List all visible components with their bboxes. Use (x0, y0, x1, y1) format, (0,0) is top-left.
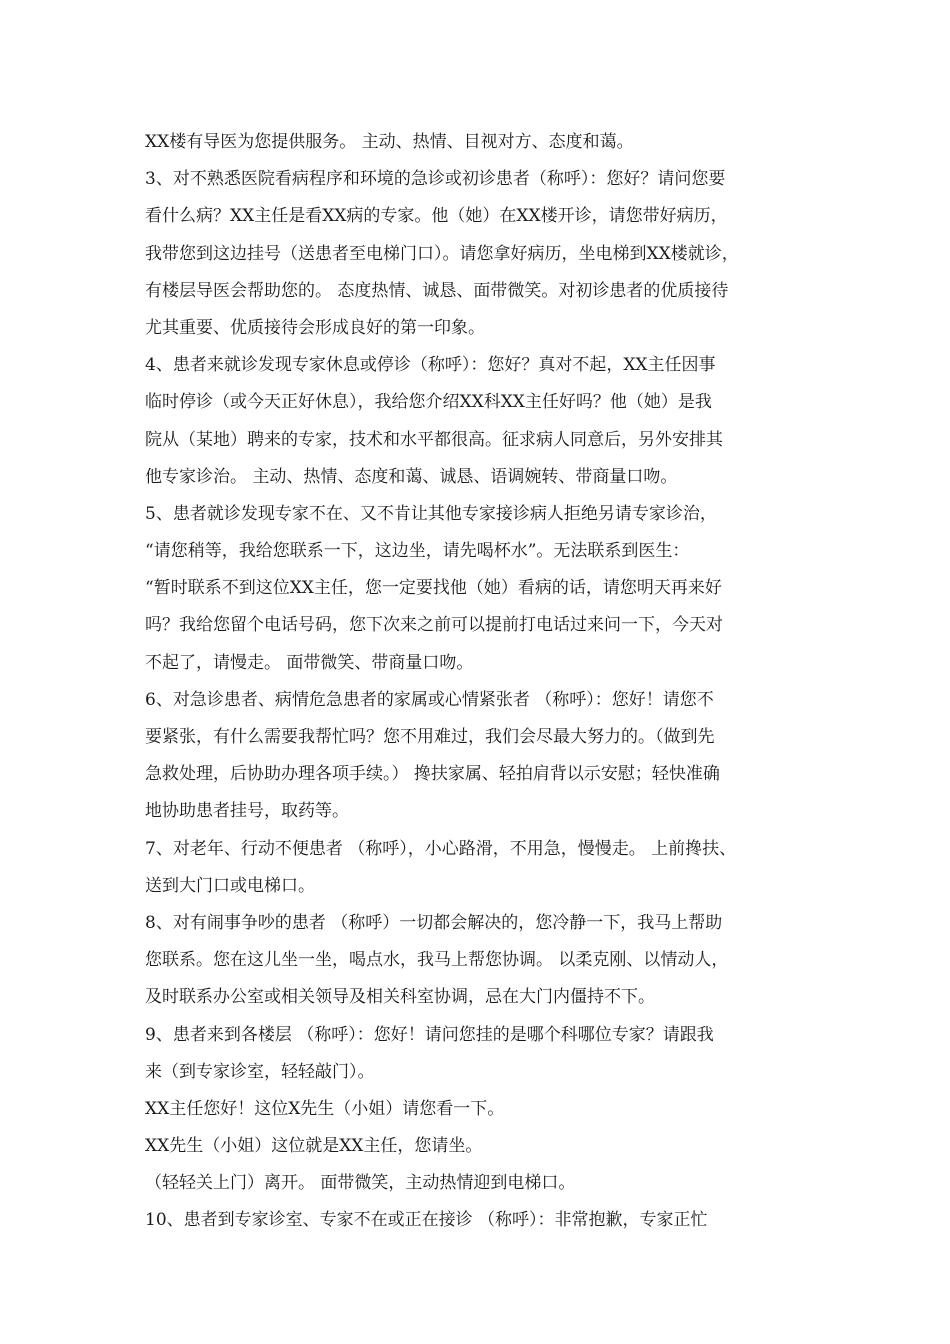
text-line: “暂时联系不到这位XX主任，您一定要找他（她）看病的话，请您明天再来好 (145, 578, 722, 599)
text-line: 送到大门口或电梯口。 (145, 875, 315, 896)
text-line: XX先生（小姐）这位就是XX主任，您请坐。 (145, 1136, 483, 1157)
text-line: 9、患者来到各楼层 （称呼）：您好！请问您挂的是哪个科哪位专家？请跟我 (145, 1024, 714, 1045)
text-line: （轻轻关上门）离开。 面带微笑，主动热情迎到电梯口。 (145, 1173, 576, 1194)
text-line: 及时联系办公室或相关领导及相关科室协调，忌在大门内僵持不下。 (145, 987, 655, 1008)
text-line: 地协助患者挂号，取药等。 (145, 801, 349, 822)
text-line: 8、对有闹事争吵的患者 （称呼）一切都会解决的，您冷静一下，我马上帮助 (145, 912, 723, 933)
text-line: 要紧张，有什么需要我帮忙吗？您不用难过，我们会尽最大努力的。（做到先 (145, 727, 715, 747)
text-line: 我带您到这边挂号（送患者至电梯门口）。请您拿好病历，坐电梯到XX楼就诊， (145, 243, 739, 264)
text-line: 有楼层导医会帮助您的。 态度热情、诚恳、面带微笑。对初诊患者的优质接待 (145, 280, 729, 301)
text-line: 院从（某地）聘来的专家，技术和水平都很高。征求病人同意后，另外安排其 (145, 429, 723, 450)
document-body (145, 124, 825, 1240)
text-line: 来（到专家诊室，轻轻敲门）。 (145, 1061, 375, 1082)
text-line: 您联系。您在这儿坐一坐，喝点水，我马上帮您协调。 以柔克刚、以情动人， (145, 950, 729, 971)
text-line: “请您稍等，我给您联系一下，这边坐，请先喝杯水”。无法联系到医生： (145, 541, 690, 562)
text-line: 吗？我给您留个电话号码，您下次来之前可以提前打电话过来问一下，今天对 (145, 615, 723, 636)
text-line: XX楼有导医为您提供服务。 主动、热情、目视对方、态度和蔼。 (145, 132, 634, 152)
text-line: 5、患者就诊发现专家不在、又不肯让其他专家接诊病人拒绝另请专家诊治， (145, 503, 717, 524)
text-line: 临时停诊（或今天正好休息），我给您介绍XX科XX主任好吗？他（她）是我 (145, 392, 712, 413)
text-line: 尤其重要、优质接待会形成良好的第一印象。 (145, 317, 485, 338)
text-line: 不起了，请慢走。 面带微笑、带商量口吻。 (145, 652, 474, 673)
text-line: 急救处理，后协助办理各项手续。） 搀扶家属、轻拍肩背以示安慰；轻快准确 (145, 764, 720, 785)
text-line: 7、对老年、行动不便患者 （称呼），小心路滑，不用急，慢慢走。 上前搀扶、 (145, 838, 737, 859)
text-line: 3、对不熟悉医院看病程序和环境的急诊或初诊患者（称呼）：您好？请问您要 (145, 169, 726, 190)
text-line: 6、对急诊患者、病情危急患者的家属或心情紧张者 （称呼）：您好！请您不 (145, 689, 714, 710)
text-line: XX主任您好！这位X先生（小姐）请您看一下。 (145, 1098, 505, 1119)
text-line: 看什么病？XX主任是看XX病的专家。他（她）在XX楼开诊，请您带好病历， (145, 206, 728, 227)
text-line: 10、患者到专家诊室、专家不在或正在接诊 （称呼）：非常抱歉，专家正忙 (145, 1210, 708, 1231)
text-line: 他专家诊治。 主动、热情、态度和蔼、诚恳、语调婉转、带商量口吻。 (145, 466, 678, 487)
text-line: 4、患者来就诊发现专家休息或停诊（称呼）：您好？真对不起，XX主任因事 (145, 355, 716, 376)
